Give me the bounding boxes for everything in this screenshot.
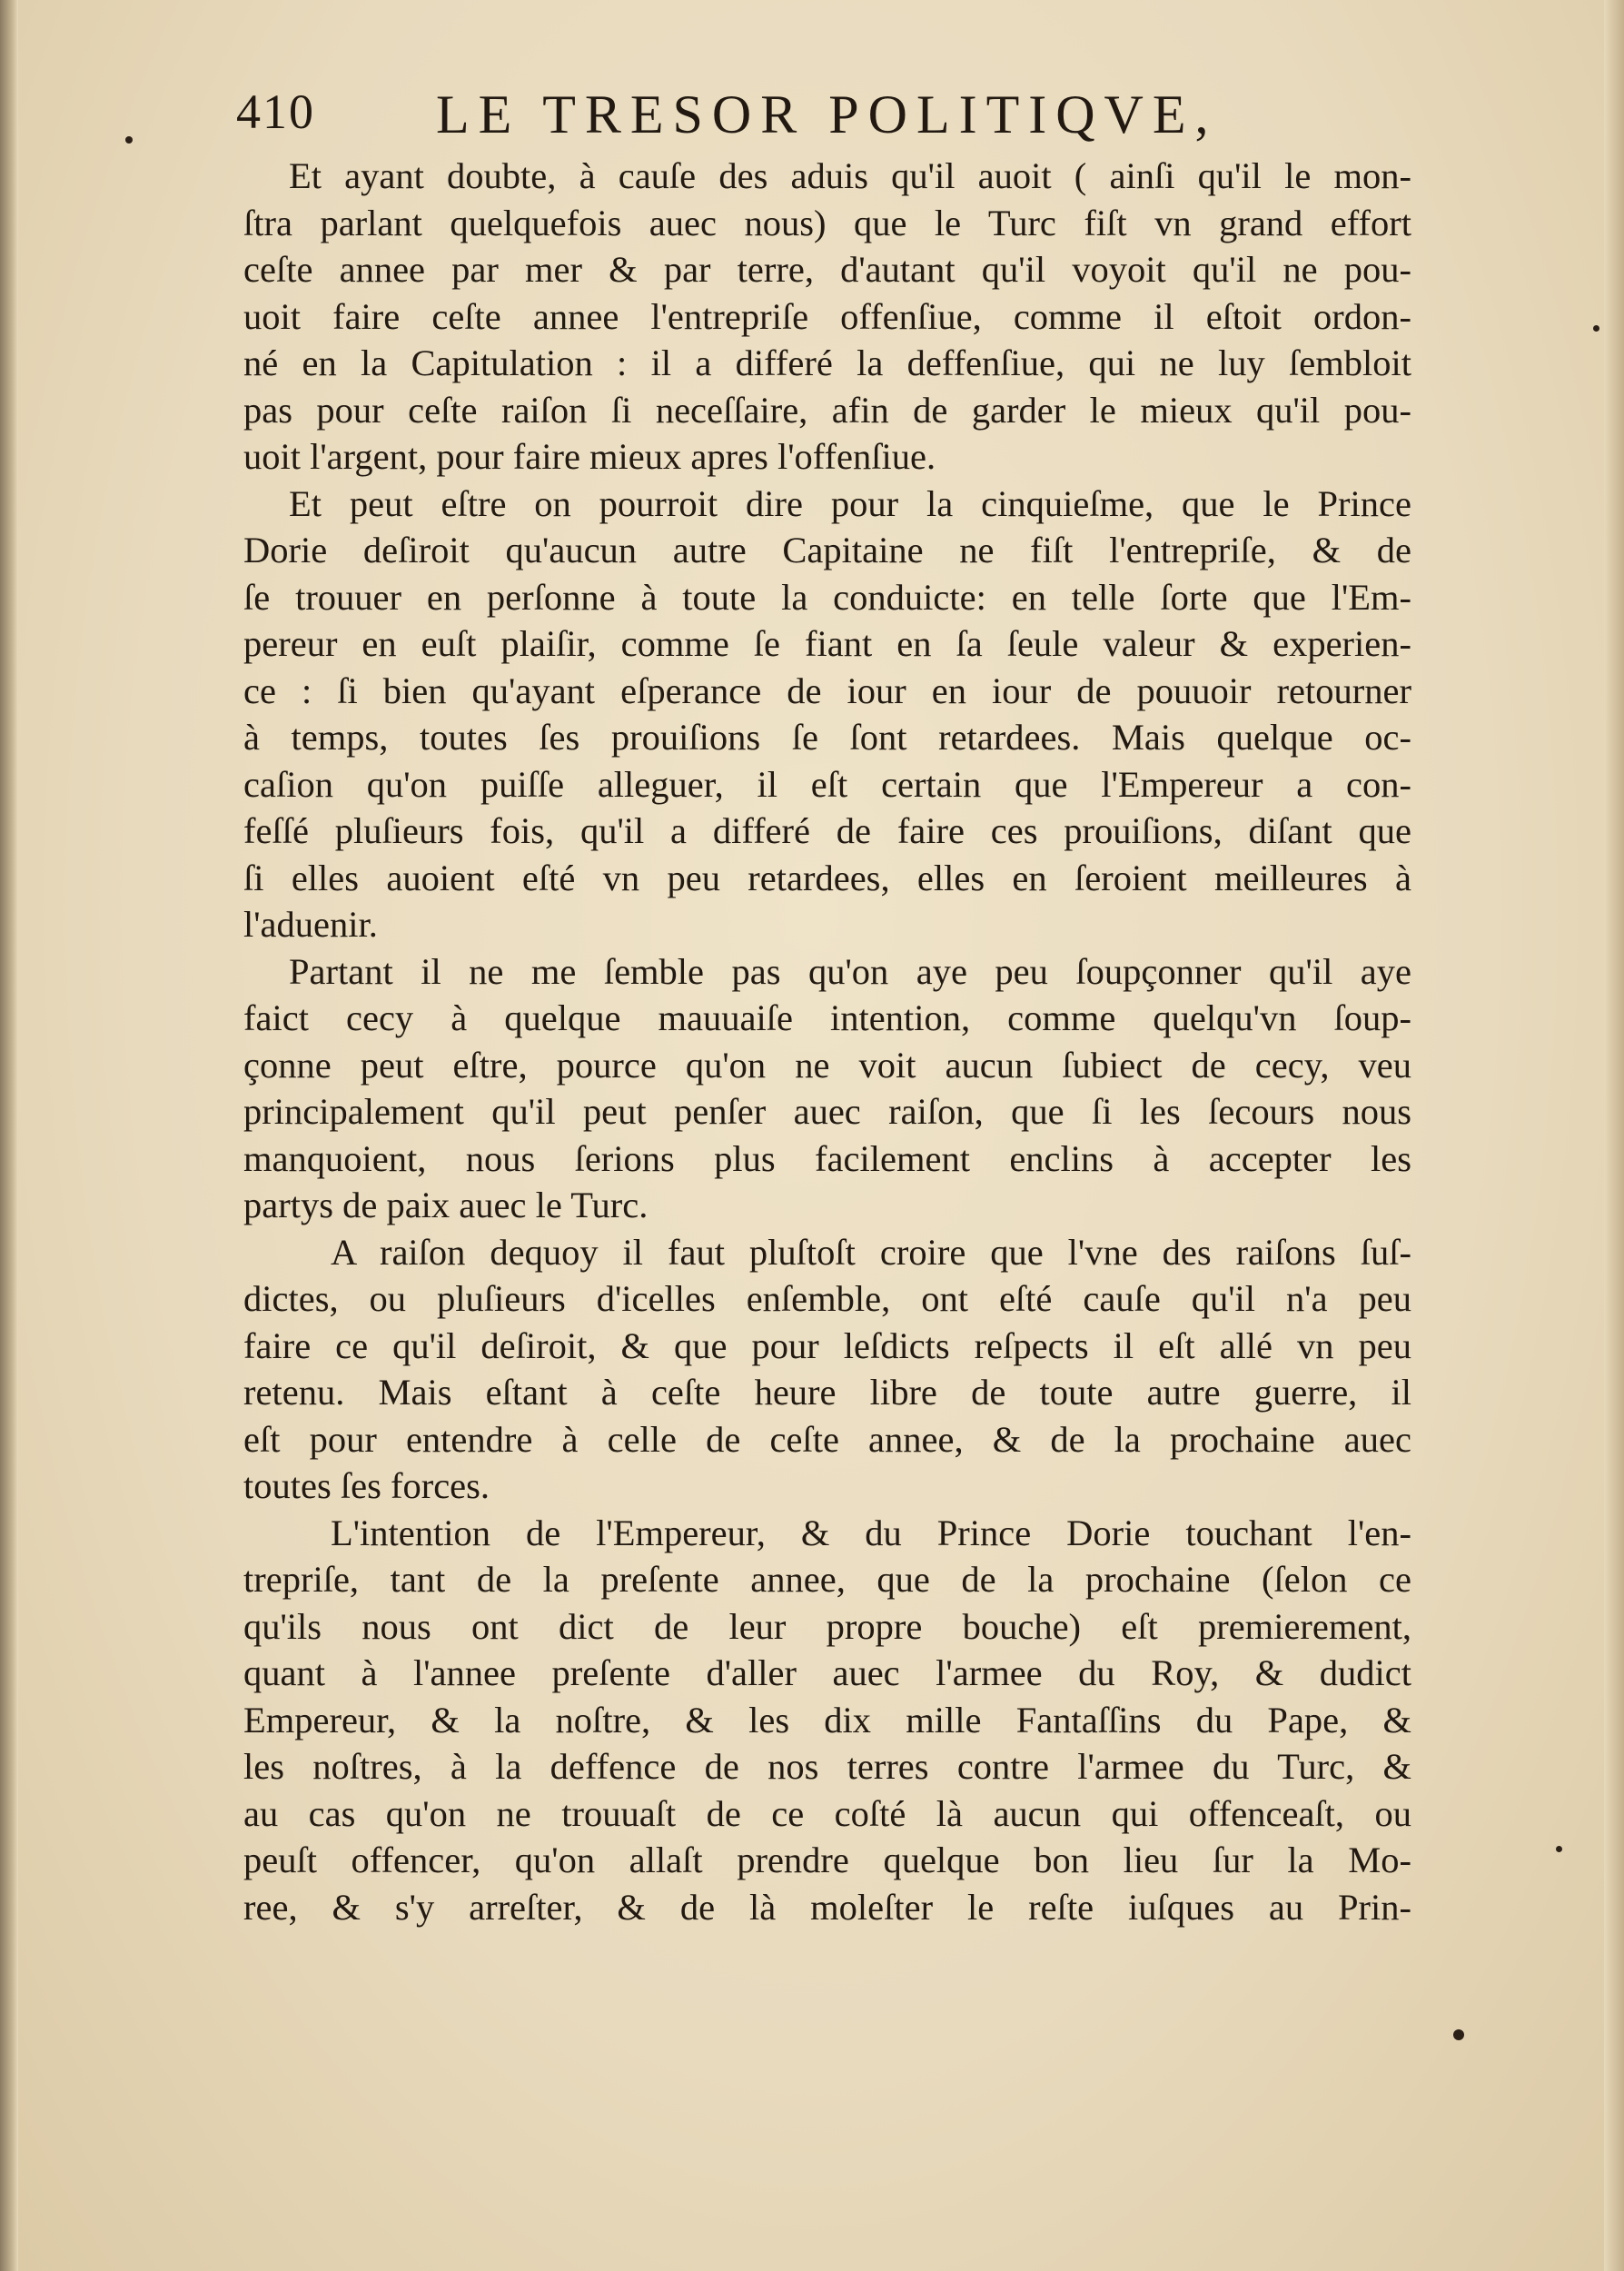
text-line: né en la Capitulation : il a differé la deffenſiue, qui ne luy ſembloit xyxy=(243,342,1411,383)
page-number: 410 xyxy=(236,84,315,139)
text-line: faire ce qu'il deſiroit, & que pour leſdicts reſpects il eſt allé vn peu xyxy=(243,1324,1411,1366)
text-line: qu'ils nous ont dict de leur propre bouche) eſt premierement, xyxy=(243,1605,1411,1647)
text-line: manquoient, nous ſerions plus facilement enclins à accepter les xyxy=(243,1137,1411,1179)
text-line: trepriſe, tant de la preſente annee, que de la prochaine (ſelon ce xyxy=(243,1559,1411,1600)
text-line: Et peut eſtre on pourroit dire pour la cinquieſme, que le Prince xyxy=(289,482,1411,524)
text-line: Partant il ne me ſemble pas qu'on aye peu ſoupçonner qu'il aye xyxy=(289,950,1411,992)
text-line: l'aduenir. xyxy=(243,904,378,945)
text-line: principalement qu'il peut penſer auec raiſon, que ſi les ſecours nous xyxy=(243,1091,1411,1132)
text-line: dictes, ou pluſieurs d'icelles enſemble, ont eſté cauſe qu'il n'a peu xyxy=(243,1278,1411,1319)
ink-speck xyxy=(1453,2029,1464,2040)
running-header xyxy=(236,84,1417,156)
body-text xyxy=(243,153,1411,1930)
text-line: ſe trouuer en perſonne à toute la conduicte: en telle ſorte que l'Em- xyxy=(243,576,1411,618)
text-line: ſi elles auoient eſté vn peu retardees, elles en ſeroient meilleures à xyxy=(243,857,1411,898)
text-line: faict cecy à quelque mauuaiſe intention, comme quelqu'vn ſoup- xyxy=(243,997,1411,1038)
text-line: à temps, toutes ſes prouiſions ſe ſont retardees. Mais quelque oc- xyxy=(243,717,1411,758)
ink-speck xyxy=(1556,1846,1562,1852)
text-line: toutes ſes forces. xyxy=(243,1465,490,1506)
ink-speck xyxy=(125,136,133,144)
text-line: uoit l'argent, pour faire mieux apres l'offenſiue. xyxy=(243,436,936,477)
text-line: çonne peut eſtre, pource qu'on ne voit aucun ſubiect de cecy, veu xyxy=(243,1044,1411,1086)
text-line: retenu. Mais eſtant à ceſte heure libre de toute autre guerre, il xyxy=(243,1372,1411,1413)
text-line: peuſt offencer, qu'on allaſt prendre quelque bon lieu ſur la Mo- xyxy=(243,1840,1411,1880)
text-line: quant à l'annee preſente d'aller auec l'armee du Roy, & dudict xyxy=(243,1652,1411,1693)
text-line: pas pour ceſte raiſon ſi neceſſaire, afin de garder le mieux qu'il pou- xyxy=(243,389,1411,431)
text-line: ce : ſi bien qu'ayant eſperance de iour en iour de pouuoir retourner xyxy=(243,669,1411,711)
text-line: Et ayant doubte, à cauſe des aduis qu'il auoit ( ainſi qu'il le mon- xyxy=(289,155,1411,196)
text-line: Empereur, & la noſtre, & les dix mille Fantaſſins du Pape, & xyxy=(243,1699,1411,1740)
text-line: ceſte annee par mer & par terre, d'autant qu'il voyoit qu'il ne pou- xyxy=(243,249,1411,290)
text-line: feſſé pluſieurs fois, qu'il a differé de faire ces prouiſions, diſant que xyxy=(243,810,1411,851)
text-line: les noſtres, à la deffence de nos terres contre l'armee du Turc, & xyxy=(243,1746,1411,1787)
text-line: pereur en euſt plaiſir, comme ſe fiant en ſa ſeule valeur & experien- xyxy=(243,623,1411,664)
text-line: caſion qu'on puiſſe alleguer, il eſt certain que l'Empereur a con- xyxy=(243,763,1411,805)
text-line: partys de paix auec le Turc. xyxy=(243,1185,649,1225)
page-gutter-shadow xyxy=(0,0,18,2271)
text-line: ſtra parlant quelquefois auec nous) que le Turc fiſt vn grand effort xyxy=(243,202,1411,243)
text-line: uoit faire ceſte annee l'entrepriſe offenſiue, comme il eſtoit ordon- xyxy=(243,295,1411,337)
ink-speck xyxy=(1593,325,1599,332)
text-line: ree, & s'y arreſter, & de là moleſter le reſte iuſques au Prin- xyxy=(243,1886,1411,1928)
text-line: L'intention de l'Empereur, & du Prince Dorie touchant l'en- xyxy=(331,1512,1411,1553)
text-line: A raiſon dequoy il faut pluſtoſt croire que l'vne des raiſons ſuſ- xyxy=(331,1231,1411,1273)
page-edge xyxy=(1604,0,1624,2271)
text-line: eſt pour entendre à celle de ceſte annee, & de la prochaine auec xyxy=(243,1418,1411,1460)
running-title: LE TRESOR POLITIQVE, xyxy=(436,84,1218,144)
text-line: Dorie deſiroit qu'aucun autre Capitaine ne fiſt l'entrepriſe, & de xyxy=(243,530,1411,570)
text-line: au cas qu'on ne trouuaſt de ce coſté là aucun qui offenceaſt, ou xyxy=(243,1792,1411,1834)
